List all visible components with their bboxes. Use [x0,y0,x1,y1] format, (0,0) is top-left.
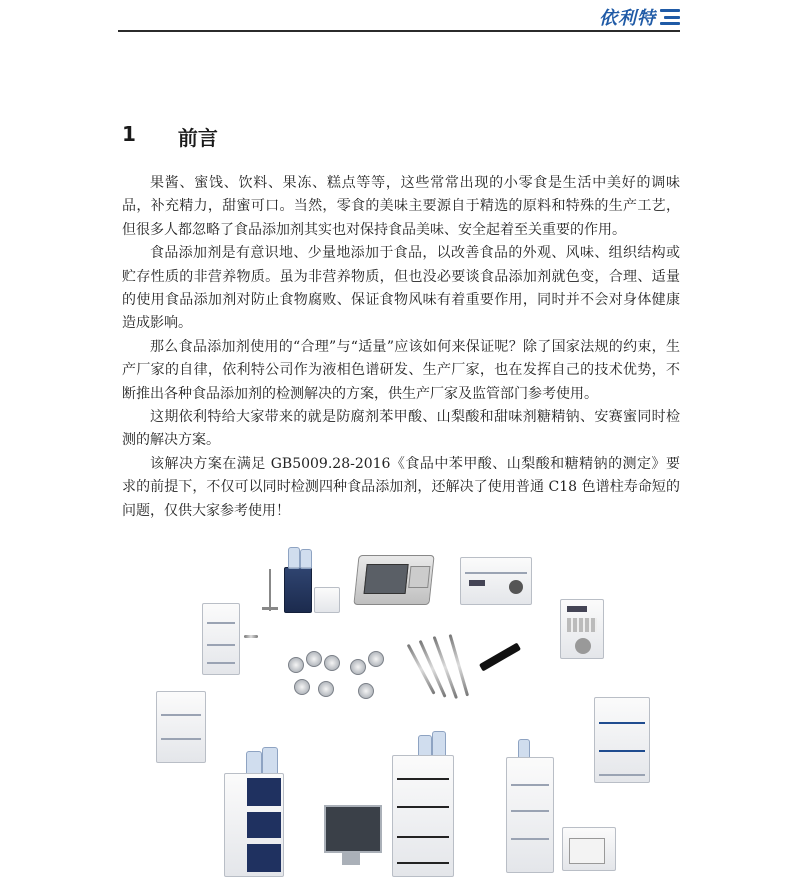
hplc-stack-right [594,697,650,783]
hplc-stack-left [202,603,240,675]
paragraph: 该解决方案在满足 GB5009.28-2016《食品中苯甲酸、山梨酸和糖精钠的测定》要求的前提下，不仅可以同时检测四种食品添加剂，还解决了使用普通 C18 色谱柱寿命短的问题，仅供大家参考使用！ [122,455,680,519]
fitting-icon [358,683,374,699]
solvent-bottle [432,731,446,757]
fitting-icon [288,657,304,673]
solvent-stand [262,569,278,611]
body-text [122,172,680,523]
hplc-stack-left-lower [156,691,206,763]
fitting-icon [350,659,366,675]
fitting-icon [294,679,310,695]
column-icon [479,643,521,672]
solvent-bottle [246,751,262,775]
section-number: 1 [122,122,136,146]
paragraph: 食品添加剂是有意识地、少量地添加于食品，以改善食品的外观、风味、组织结构或贮存性质的非营养物质。虽为非营养物质，但也没必要谈食品添加剂就色变，合理、适量的使用食品添加剂对防止食物腐败、保证食物风味有着重要作用，同时并不会对身体健康造成影响。 [122,245,680,332]
hplc-tower-navy [224,773,284,877]
monitor-stand [342,851,360,865]
fitting-icon [324,655,340,671]
fitting-icon [318,681,334,697]
pump-module [560,599,604,659]
solvent-bottle [262,747,278,775]
monitor [324,805,382,853]
logo-bars-icon [660,9,680,25]
detector-module [460,557,532,605]
tubing [244,635,258,638]
fitting-icon [368,651,384,667]
hplc-tower-center [392,755,454,877]
solvent-bottle [288,547,300,569]
solvent-bottle [518,739,530,759]
section-heading [122,122,218,151]
brand-logo [599,4,680,30]
paragraph: 那么食品添加剂使用的“合理”与“适量”应该如何来保证呢？除了国家法规的约束，生产厂家的自律，依利特公司作为液相色谱研发、生产厂家，也在发挥自己的技术优势，不断推出各种食品添加剂的检测解决的方案，供生产厂家及监管部门参考使用。 [122,338,680,402]
hplc-module [314,587,340,613]
autosampler [562,827,616,871]
uv-detector [353,555,434,605]
fitting-icon [306,651,322,667]
header-rule [118,30,680,32]
solvent-bottle [300,549,312,569]
section-title: 前言 [177,126,218,150]
solvent-bottle [418,735,432,757]
paragraph: 这期依利特给大家带来的就是防腐剂苯甲酸、山梨酸和甜味剂糖精钠、安赛蜜同时检测的解决方案。 [122,409,680,449]
brand-name: 依利特 [599,8,656,29]
hplc-module-small [284,567,312,613]
paragraph: 果酱、蜜饯、饮料、果冻、糕点等等，这些常常出现的小零食是生活中美好的调味品，补充精力，甜蜜可口。当然，零食的美味主要源自于精选的原料和特殊的生产工艺，但很多人都忽略了食品添加剂其实也对保持食品美味、安全起着至关重要的作用。 [122,175,680,238]
page-header [118,0,680,33]
hplc-tower-right [506,757,554,873]
product-collage-figure [128,535,680,880]
